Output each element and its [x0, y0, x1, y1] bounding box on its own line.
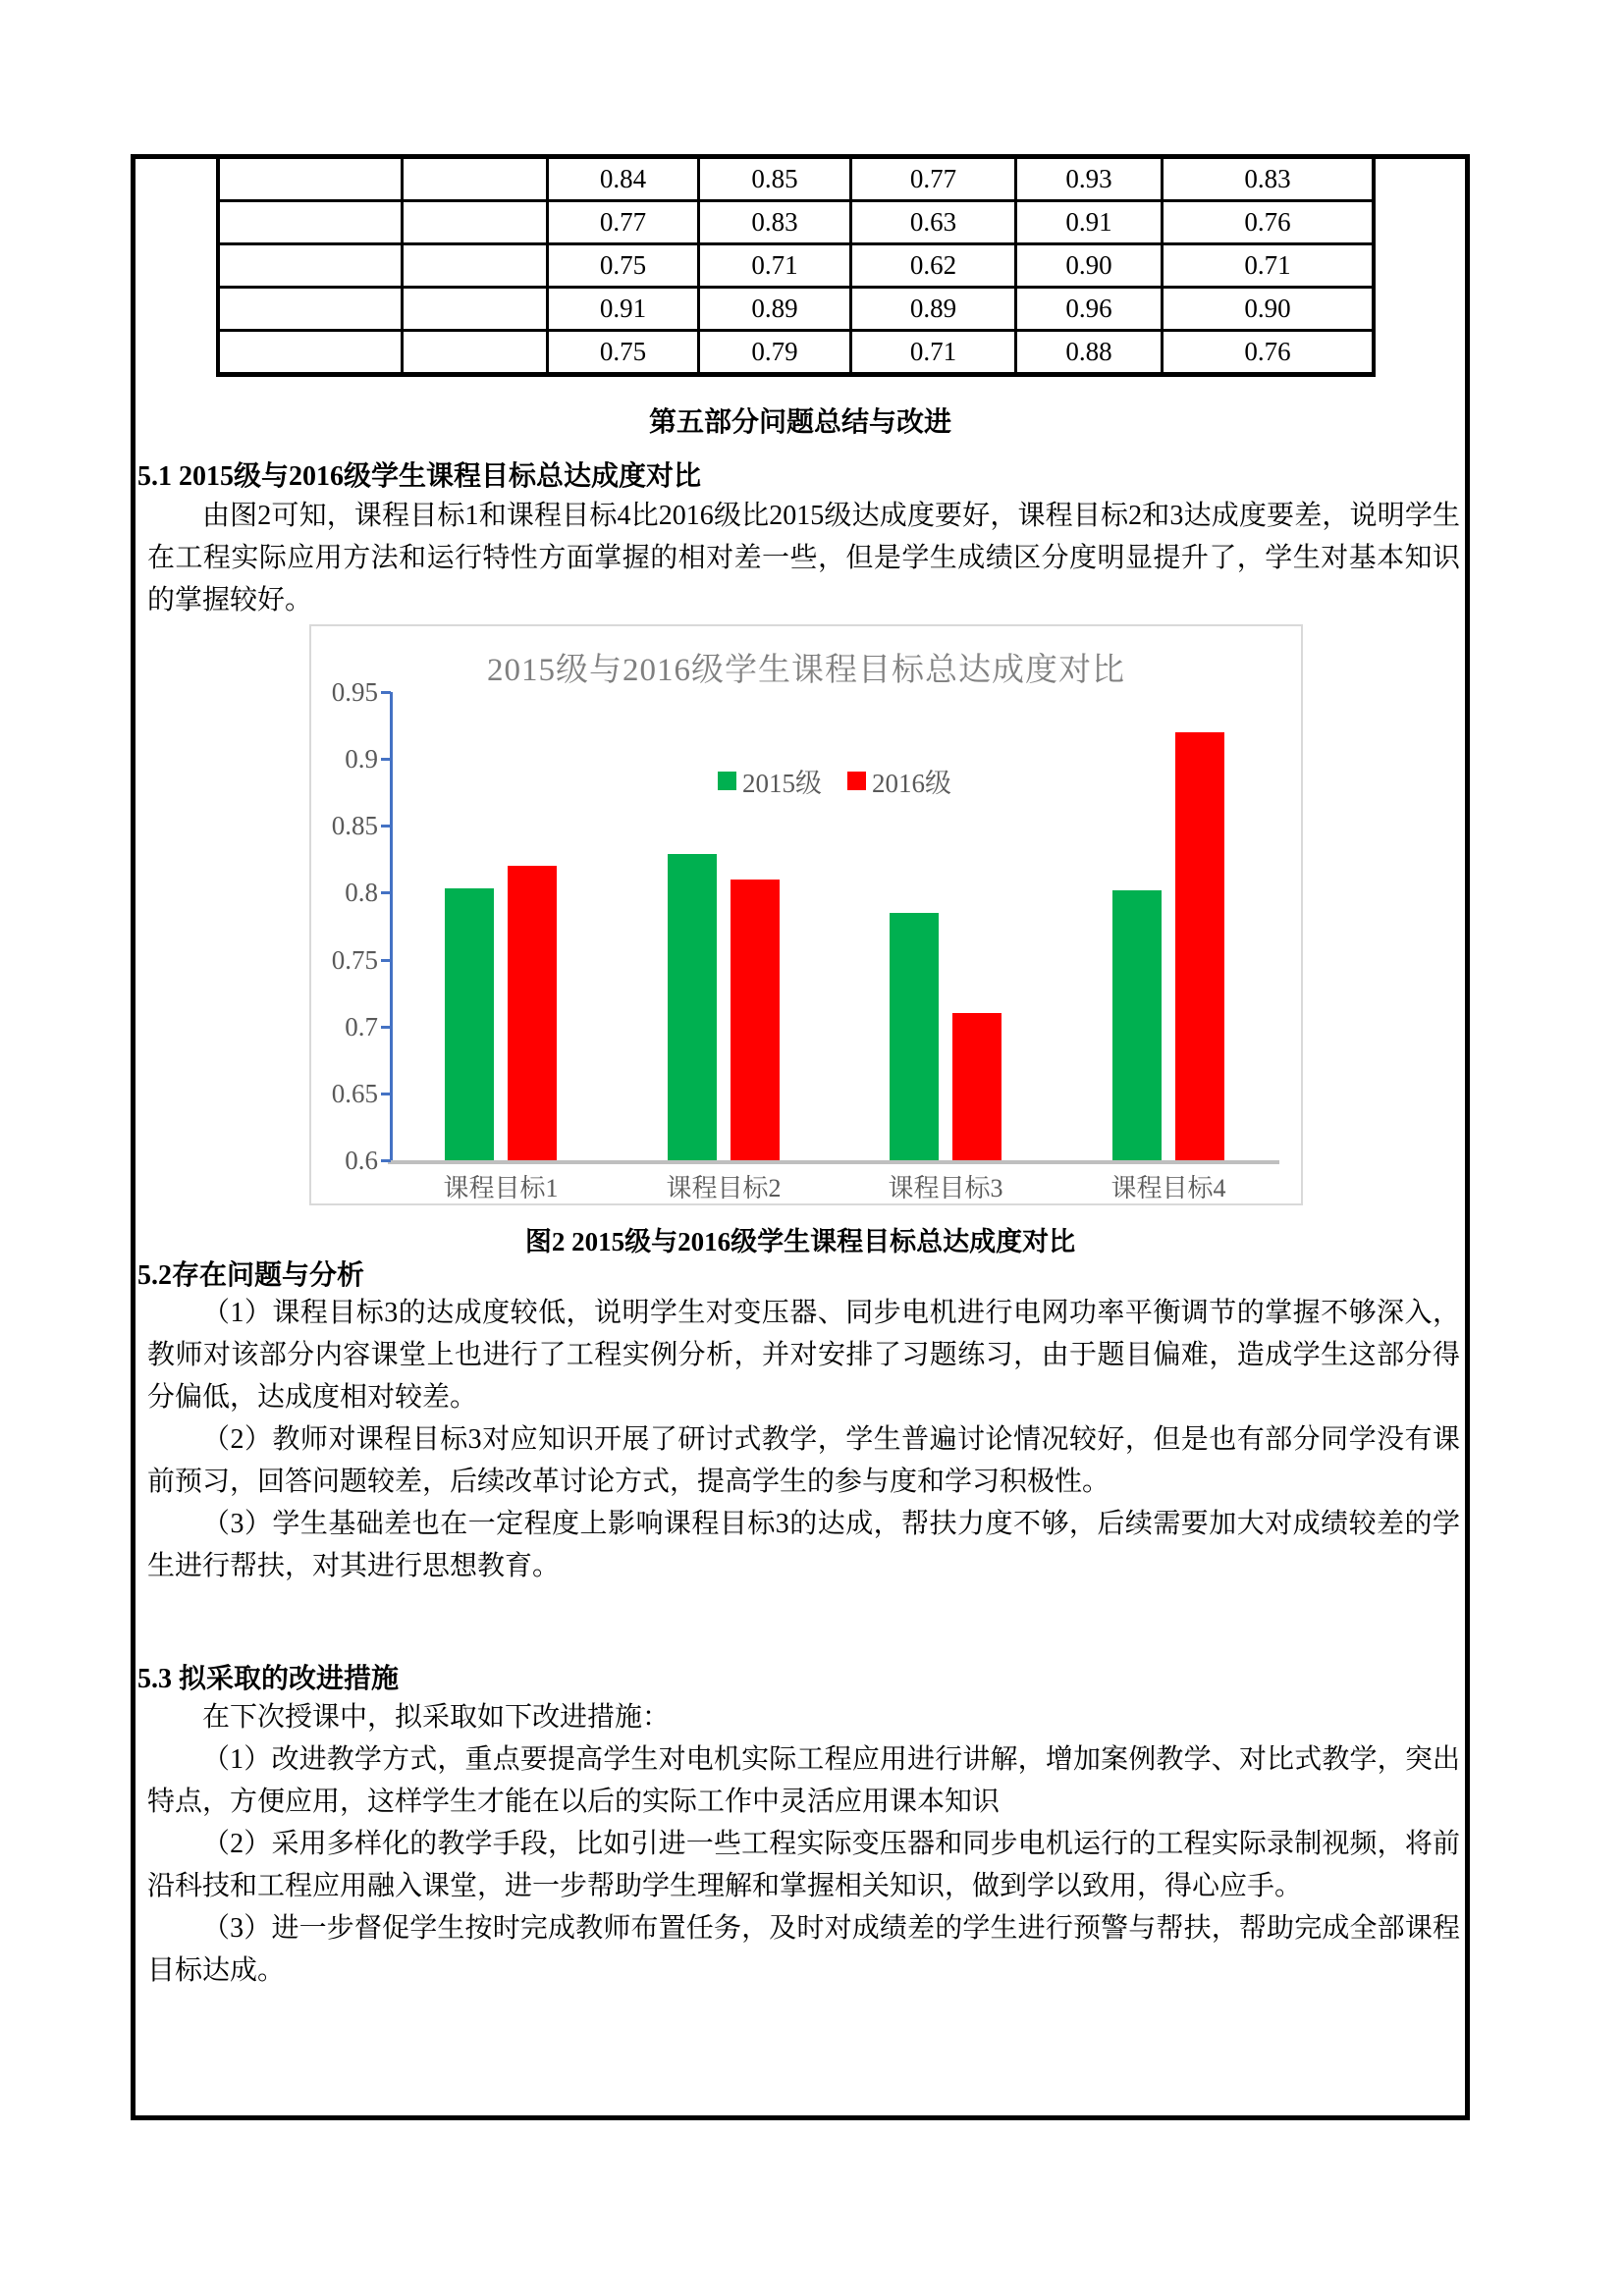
y-tick-label: 0.95	[331, 677, 378, 707]
problem-item: （1）课程目标3的达成度较低，说明学生对变压器、同步电机进行电网功率平衡调节的掌握不够深入，教师对该部分内容课堂上也进行了工程实例分析，并对安排了习题练习，由于题目偏难，造成学生这部分得分偏低，达成度相对较差。	[147, 1298, 1460, 1413]
legend-label: 2016级	[872, 769, 951, 798]
chart-title: 2015级与2016级学生课程目标总达成度对比	[487, 653, 1125, 688]
table-cell: 0.77	[548, 201, 699, 244]
x-axis-line	[388, 1160, 1279, 1164]
section-5-3-body	[147, 1696, 1460, 1992]
table-cell: 0.93	[1016, 157, 1163, 201]
measure-item: （1）改进教学方式，重点要提高学生对电机实际工程应用进行讲解，增加案例教学、对比式教学，突出特点，方便应用，这样学生才能在以后的实际工作中灵活应用课本知识	[147, 1744, 1460, 1817]
table-cell	[403, 201, 548, 244]
table-row	[218, 288, 1374, 331]
table-cell: 0.71	[699, 244, 851, 288]
table-cell: 0.79	[699, 331, 851, 375]
table-cell	[403, 244, 548, 288]
table-cell	[403, 331, 548, 375]
bar-2016级	[1175, 732, 1224, 1160]
x-category-label: 课程目标3	[888, 1174, 1003, 1202]
x-category-label: 课程目标4	[1110, 1174, 1226, 1202]
table-cell: 0.63	[851, 201, 1016, 244]
y-tick-label: 0.75	[331, 944, 378, 975]
chart-plot	[311, 626, 1301, 1203]
score-table	[216, 154, 1376, 377]
y-tick-mark	[381, 758, 391, 761]
legend-label: 2015级	[742, 769, 822, 798]
table-cell: 0.88	[1016, 331, 1163, 375]
y-tick-mark	[381, 959, 391, 962]
paragraph-5-1-text: 由图2可知，课程目标1和课程目标4比2016级比2015级达成度要好，课程目标2和3达成度要差，说明学生在工程实际应用方法和运行特性方面掌握的相对差一些，但是学生成绩区分度明显提升了，学生对基本知识的掌握较好。	[147, 501, 1460, 615]
y-tick-label: 0.9	[345, 744, 378, 774]
table-cell: 0.83	[1163, 157, 1375, 201]
y-tick-mark	[381, 1159, 391, 1162]
table-cell: 0.89	[699, 288, 851, 331]
bar-2016级	[952, 1013, 1001, 1160]
measures-intro: 在下次授课中，拟采取如下改进措施：	[202, 1702, 671, 1733]
table-cell: 0.84	[548, 157, 699, 201]
table-cell	[403, 288, 548, 331]
bar-2015级	[1112, 890, 1162, 1160]
y-tick-label: 0.8	[345, 878, 378, 908]
table-cell: 0.91	[1016, 201, 1163, 244]
table-cell: 0.83	[699, 201, 851, 244]
table-cell	[218, 244, 403, 288]
score-table-body	[218, 157, 1374, 375]
table-cell	[218, 331, 403, 375]
table-row	[218, 244, 1374, 288]
bar-2016级	[508, 866, 557, 1160]
bar-2015级	[890, 913, 939, 1160]
problem-item: （3）学生基础差也在一定程度上影响课程目标3的达成，帮扶力度不够，后续需要加大对成绩较差的学生进行帮扶，对其进行思想教育。	[147, 1509, 1460, 1581]
problem-item: （2）教师对课程目标3对应知识开展了研讨式教学，学生普遍讨论情况较好，但是也有部分同学没有课前预习，回答问题较差，后续改革讨论方式，提高学生的参与度和学习积极性。	[147, 1424, 1460, 1497]
y-tick-label: 0.6	[345, 1146, 378, 1175]
y-tick-mark	[381, 1026, 391, 1029]
table-row	[218, 201, 1374, 244]
bar-2015级	[668, 854, 717, 1160]
heading-5-3: 5.3 拟采取的改进措施	[137, 1664, 400, 1694]
table-cell: 0.71	[851, 331, 1016, 375]
figure-2-chart	[309, 624, 1303, 1205]
table-cell: 0.90	[1016, 244, 1163, 288]
figure-caption: 图2 2015级与2016级学生课程目标总达成度对比	[524, 1227, 1076, 1256]
table-cell	[403, 157, 548, 201]
bar-2015级	[445, 888, 494, 1160]
table-cell: 0.71	[1163, 244, 1375, 288]
table-cell: 0.76	[1163, 331, 1375, 375]
table-cell: 0.76	[1163, 201, 1375, 244]
heading-5-2: 5.2存在问题与分析	[137, 1260, 365, 1291]
table-cell: 0.75	[548, 244, 699, 288]
y-tick-mark	[381, 891, 391, 894]
heading-5-1: 5.1 2015级与2016级学生课程目标总达成度对比	[137, 461, 702, 492]
bar-2016级	[731, 880, 780, 1160]
y-tick-label: 0.85	[331, 811, 378, 841]
table-cell	[218, 288, 403, 331]
table-cell: 0.90	[1163, 288, 1375, 331]
section-heading: 第五部分问题总结与改进	[648, 407, 951, 438]
y-tick-label: 0.7	[345, 1011, 378, 1041]
x-category-label: 课程目标1	[443, 1174, 559, 1202]
table-row	[218, 331, 1374, 375]
table-cell: 0.85	[699, 157, 851, 201]
table-cell	[218, 201, 403, 244]
table-cell: 0.91	[548, 288, 699, 331]
table-cell: 0.77	[851, 157, 1016, 201]
y-tick-mark	[381, 691, 391, 694]
paragraph-5-1	[147, 495, 1460, 621]
measure-item: （3）进一步督促学生按时完成教师布置任务，及时对成绩差的学生进行预警与帮扶，帮助完成全部课程目标达成。	[147, 1913, 1460, 1986]
table-cell	[218, 157, 403, 201]
section-5-2-body	[147, 1292, 1460, 1587]
table-cell: 0.89	[851, 288, 1016, 331]
x-category-label: 课程目标2	[666, 1174, 782, 1202]
table-cell: 0.96	[1016, 288, 1163, 331]
measure-item: （2）采用多样化的教学手段，比如引进一些工程实际变压器和同步电机运行的工程实际录制视频，将前沿科技和工程应用融入课堂，进一步帮助学生理解和掌握相关知识，做到学以致用，得心应手。	[147, 1829, 1460, 1901]
y-tick-mark	[381, 825, 391, 828]
y-tick-label: 0.65	[331, 1078, 378, 1108]
table-row	[218, 157, 1374, 201]
y-tick-mark	[381, 1093, 391, 1095]
table-cell: 0.75	[548, 331, 699, 375]
table-cell: 0.62	[851, 244, 1016, 288]
